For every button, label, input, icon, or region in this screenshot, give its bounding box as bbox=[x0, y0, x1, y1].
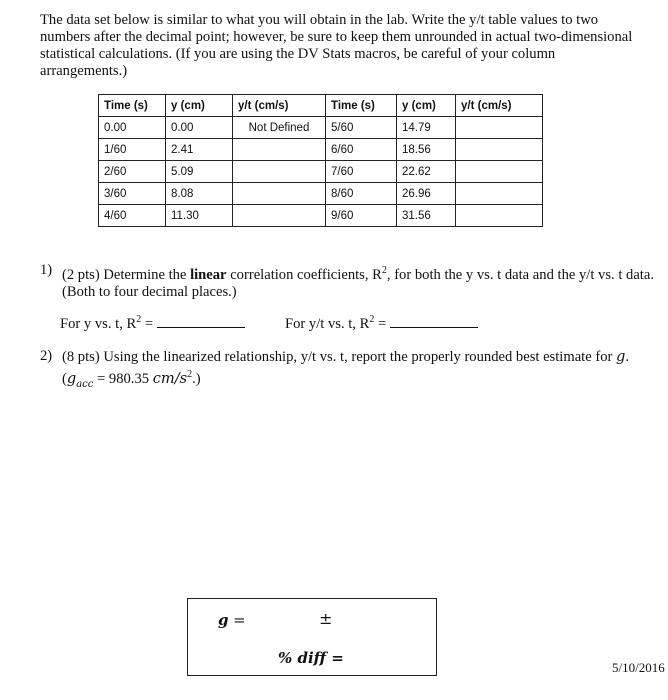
gacc-value: = 980.35 bbox=[93, 370, 153, 387]
header-yt-1: y/t (cm/s) bbox=[233, 95, 326, 117]
q1-text-part: (2 pts) Determine the bbox=[62, 266, 191, 283]
gacc-exponent: 2 bbox=[187, 369, 193, 380]
intro-paragraph: The data set below is similar to what you will obtain in the lab. Write the y/t table values to two numbers after the decimal point; however, be sure to keep them unrounded in actual two-dimensional statistical calculations. (If you are using the DV Stats macros, be careful of your column arrangements.) bbox=[40, 12, 633, 79]
data-table bbox=[98, 94, 543, 227]
table-cell: 11.30 bbox=[166, 205, 233, 227]
table-cell: 18.56 bbox=[397, 139, 456, 161]
table-cell: 3/60 bbox=[99, 183, 166, 205]
table-cell-blank bbox=[233, 161, 326, 183]
r2-y-sup: 2 bbox=[136, 314, 142, 325]
table-cell: 6/60 bbox=[326, 139, 397, 161]
table-cell: 5.09 bbox=[166, 161, 233, 183]
r2-yt-eq: = bbox=[374, 315, 387, 332]
table-cell-blank bbox=[456, 139, 543, 161]
table-header-row bbox=[99, 95, 543, 117]
plus-minus-symbol: ± bbox=[319, 609, 333, 628]
question-2-text bbox=[62, 348, 660, 393]
table-cell-blank bbox=[456, 161, 543, 183]
gacc-open: ( bbox=[62, 370, 67, 387]
header-yt-2: y/t (cm/s) bbox=[456, 95, 543, 117]
gacc-units: cm/s bbox=[152, 369, 188, 387]
table-cell: 2/60 bbox=[99, 161, 166, 183]
table-cell-blank bbox=[456, 205, 543, 227]
r2-y-eq: = bbox=[141, 315, 154, 332]
table-cell: 5/60 bbox=[326, 117, 397, 139]
table-cell: 2.41 bbox=[166, 139, 233, 161]
r2-y-blank[interactable] bbox=[157, 317, 245, 328]
table-cell: 0.00 bbox=[166, 117, 233, 139]
table-row bbox=[99, 205, 543, 227]
r2-y-vs-t-field[interactable] bbox=[60, 314, 245, 333]
table-cell-blank bbox=[456, 117, 543, 139]
table-cell: 26.96 bbox=[397, 183, 456, 205]
table-row bbox=[99, 117, 543, 139]
header-time-2: Time (s) bbox=[326, 95, 397, 117]
percent-diff-label: % diff = bbox=[278, 649, 344, 667]
table-cell-blank bbox=[233, 139, 326, 161]
header-time-1: Time (s) bbox=[99, 95, 166, 117]
table-cell: 8.08 bbox=[166, 183, 233, 205]
date-stamp: 5/10/2016 bbox=[612, 660, 665, 675]
table-cell: 31.56 bbox=[397, 205, 456, 227]
gacc-g: g bbox=[66, 369, 77, 387]
table-row bbox=[99, 183, 543, 205]
answer-box[interactable] bbox=[187, 598, 437, 676]
table-cell: 7/60 bbox=[326, 161, 397, 183]
q1-bold-word: linear bbox=[190, 266, 227, 283]
q2-period: . bbox=[625, 349, 630, 365]
question-2-number: 2) bbox=[40, 348, 53, 364]
r2-yt-label: For y/t vs. t, R bbox=[285, 315, 370, 332]
table-cell-blank bbox=[233, 205, 326, 227]
table-cell: 9/60 bbox=[326, 205, 397, 227]
q1-superscript: 2 bbox=[381, 265, 387, 276]
table-cell-blank bbox=[456, 183, 543, 205]
gacc-subscript: acc bbox=[76, 378, 94, 390]
question-1 bbox=[40, 262, 660, 301]
q2-text-part: (8 pts) Using the linearized relationship, y/t vs. t, report the properly rounded best estimate for bbox=[62, 349, 617, 365]
r2-yt-vs-t-field[interactable] bbox=[285, 314, 478, 333]
answer-g-label: g bbox=[218, 611, 229, 629]
table-cell: 4/60 bbox=[99, 205, 166, 227]
table-cell: 0.00 bbox=[99, 117, 166, 139]
header-y-2: y (cm) bbox=[397, 95, 456, 117]
r2-yt-sup: 2 bbox=[369, 314, 375, 325]
q1-text-part: , for both the y vs. t data and the y/t vs. t data. (Both to four decimal places.) bbox=[62, 266, 654, 300]
table-cell: Not Defined bbox=[233, 117, 326, 139]
q1-text-part: correlation coefficients, R bbox=[226, 266, 382, 283]
r2-yt-blank[interactable] bbox=[390, 317, 478, 328]
table-cell: 22.62 bbox=[397, 161, 456, 183]
header-y-1: y (cm) bbox=[166, 95, 233, 117]
r2-y-label: For y vs. t, R bbox=[60, 315, 137, 332]
answer-g-equals: = bbox=[233, 611, 246, 629]
table-cell: 8/60 bbox=[326, 183, 397, 205]
question-2 bbox=[40, 348, 660, 393]
gacc-close: .) bbox=[192, 370, 201, 387]
table-cell: 14.79 bbox=[397, 117, 456, 139]
table-row bbox=[99, 139, 543, 161]
question-1-text bbox=[62, 262, 660, 301]
q2-g-symbol: g bbox=[616, 348, 626, 365]
table-cell: 1/60 bbox=[99, 139, 166, 161]
question-1-number: 1) bbox=[40, 262, 53, 278]
table-row bbox=[99, 161, 543, 183]
table-cell-blank bbox=[233, 183, 326, 205]
